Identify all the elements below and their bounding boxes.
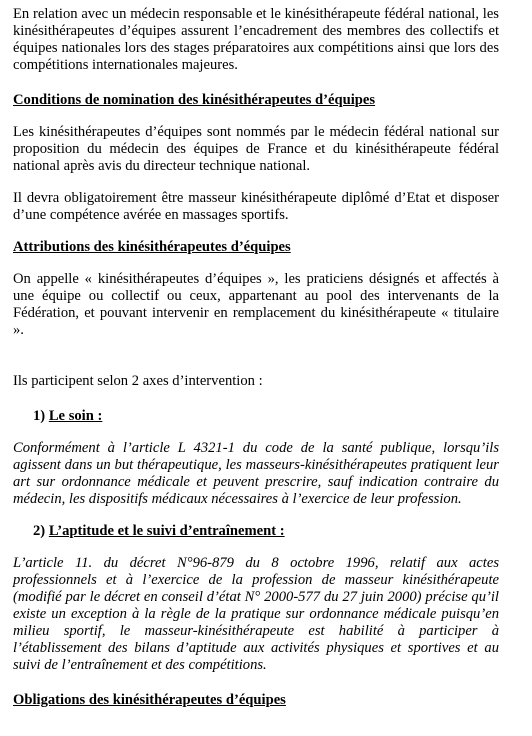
subheading-title: L’aptitude et le suivi d’entraînement : xyxy=(48,523,285,539)
requirement-paragraph: Il devra obligatoirement être masseur kinésithérapeute diplômé d’Etat et disposer d’une compétence avérée en massages sportifs. xyxy=(13,190,499,223)
subheading-number: 2) xyxy=(33,523,46,539)
soin-paragraph: Conformément à l’article L 4321-1 du code de la santé publique, lorsqu’ils agissent dans un but thérapeutique, les masseurs-kinésithérapeutes pratiquent leur art sur ordonnance médicale et peuvent prescrire, sauf indication contraire du médecin, les dispositifs médicaux nécessaires à l’exercice de leur profession. xyxy=(13,440,499,507)
document-page xyxy=(13,6,499,709)
subheading-soin xyxy=(13,408,499,425)
attributions-paragraph: On appelle « kinésithérapeutes d’équipes », les praticiens désignés et affectés à une équipe ou collectif ou ceux, appartenant au pool des intervenants de la Fédération, et pouvant intervenir en remplacement du kinésithérapeute « titulaire ». xyxy=(13,271,499,338)
intro-paragraph: En relation avec un médecin responsable et le kinésithérapeute fédéral national, les kinésithérapeutes d’équipes assurent l’encadrement des membres des collectifs et équipes nationales lors des stages préparatoires aux compétitions ainsi que lors des compétitions internationales majeures. xyxy=(13,6,499,73)
section-heading-attributions: Attributions des kinésithérapeutes d’équipes xyxy=(13,239,291,255)
aptitude-paragraph: L’article 11. du décret N°96-879 du 8 octobre 1996, relatif aux actes professionnels et à l’exercice de la profession de masseur kinésithérapeute (modifié par le décret en conseil d’état N° 2000-577 du 27 juin 2000) précise qu’il existe un exception à la règle de la pratique sur ordonnance médicale puisqu’en milieu sportif, le masseur-kinésithérapeute est habilité à participer à l’établissement des bilans d’aptitude aux activités physiques et sportives et au suivi de l’entraînement et des compétitions. xyxy=(13,555,499,673)
nomination-paragraph: Les kinésithérapeutes d’équipes sont nommés par le médecin fédéral national sur proposition du médecin des équipes de France et du kinésithérapeute fédéral national après avis du directeur technique national. xyxy=(13,124,499,174)
subheading-title: Le soin : xyxy=(48,408,103,424)
axes-intro: Ils participent selon 2 axes d’intervention : xyxy=(13,373,263,389)
section-heading-obligations: Obligations des kinésithérapeutes d’équipes xyxy=(13,692,286,708)
section-heading-nomination: Conditions de nomination des kinésithérapeutes d’équipes xyxy=(13,92,376,108)
subheading-aptitude xyxy=(13,523,499,540)
subheading-number: 1) xyxy=(33,408,46,424)
